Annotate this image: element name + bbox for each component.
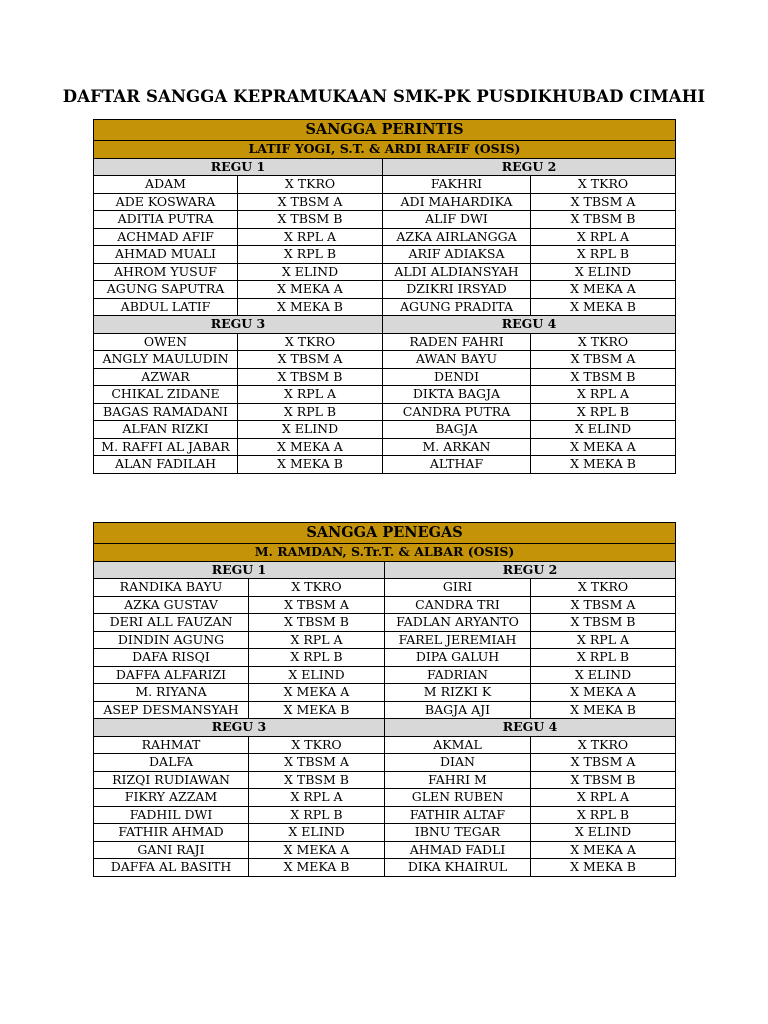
member-name: DAFFA AL BASITH (94, 859, 249, 877)
sangga-leaders: M. RAMDAN, S.Tr.T. & ALBAR (OSIS) (94, 544, 676, 562)
member-class: X TBSM A (531, 754, 676, 772)
member-name: DAFFA ALFARIZI (94, 666, 249, 684)
member-class: X RPL A (531, 228, 676, 246)
member-name: AZWAR (94, 368, 238, 386)
sangga-perintis-table (93, 119, 676, 474)
member-class: X MEKA B (531, 859, 676, 877)
regu-label: REGU 2 (385, 561, 676, 579)
member-name: M. RAFFI AL JABAR (94, 438, 238, 456)
sangga-title: SANGGA PENEGAS (94, 523, 676, 544)
member-class: X TBSM B (531, 368, 676, 386)
member-name: AZKA AIRLANGGA (383, 228, 531, 246)
member-class: X TBSM A (238, 193, 383, 211)
table-row (94, 701, 676, 719)
member-name: FATHIR ALTAF (385, 806, 531, 824)
member-class: X TBSM B (531, 211, 676, 229)
member-name: AGUNG SAPUTRA (94, 281, 238, 299)
member-class: X TBSM A (238, 351, 383, 369)
regu-label: REGU 3 (94, 719, 385, 737)
table-row (94, 859, 676, 877)
member-class: X MEKA B (531, 456, 676, 474)
member-class: X TKRO (249, 736, 385, 754)
table-row (94, 368, 676, 386)
member-class: X TBSM B (238, 368, 383, 386)
member-name: AHROM YUSUF (94, 263, 238, 281)
member-class: X MEKA A (531, 684, 676, 702)
table-row (94, 579, 676, 597)
member-name: BAGJA AJI (385, 701, 531, 719)
member-name: FIKRY AZZAM (94, 789, 249, 807)
member-name: FADRIAN (385, 666, 531, 684)
member-class: X MEKA B (249, 859, 385, 877)
member-name: AZKA GUSTAV (94, 596, 249, 614)
sangga-title-row (94, 523, 676, 544)
table-row (94, 806, 676, 824)
member-name: RADEN FAHRI (383, 333, 531, 351)
member-class: X TKRO (531, 736, 676, 754)
member-class: X RPL A (238, 386, 383, 404)
member-class: X TBSM B (249, 614, 385, 632)
member-class: X TBSM B (531, 771, 676, 789)
table-row (94, 789, 676, 807)
member-name: BAGAS RAMADANI (94, 403, 238, 421)
member-class: X TBSM B (238, 211, 383, 229)
member-name: CHIKAL ZIDANE (94, 386, 238, 404)
regu-header-row (94, 158, 676, 176)
member-name: FAHRI M (385, 771, 531, 789)
member-name: ALDI ALDIANSYAH (383, 263, 531, 281)
table-row (94, 438, 676, 456)
member-name: GANI RAJI (94, 841, 249, 859)
member-class: X ELIND (531, 263, 676, 281)
member-name: RIZQI RUDIAWAN (94, 771, 249, 789)
regu-label: REGU 1 (94, 158, 383, 176)
member-name: DIPA GALUH (385, 649, 531, 667)
member-class: X MEKA B (238, 298, 383, 316)
member-class: X RPL B (238, 246, 383, 264)
member-class: X RPL A (531, 631, 676, 649)
member-class: X MEKA A (238, 281, 383, 299)
member-name: ACHMAD AFIF (94, 228, 238, 246)
member-class: X MEKA B (531, 701, 676, 719)
member-class: X RPL B (531, 806, 676, 824)
member-class: X MEKA B (238, 456, 383, 474)
regu-header-row (94, 719, 676, 737)
member-name: BAGJA (383, 421, 531, 439)
member-class: X ELIND (238, 421, 383, 439)
member-name: RAHMAT (94, 736, 249, 754)
regu-label: REGU 4 (385, 719, 676, 737)
member-class: X TBSM B (531, 614, 676, 632)
member-name: AHMAD FADLI (385, 841, 531, 859)
table-row (94, 211, 676, 229)
member-class: X RPL A (531, 789, 676, 807)
member-class: X TKRO (531, 333, 676, 351)
member-class: X MEKA A (531, 438, 676, 456)
member-class: X TKRO (531, 579, 676, 597)
member-class: X MEKA A (531, 281, 676, 299)
sangga-title: SANGGA PERINTIS (94, 120, 676, 141)
table-row (94, 263, 676, 281)
regu-label: REGU 4 (383, 316, 676, 334)
table-row (94, 298, 676, 316)
member-name: M RIZKI K (385, 684, 531, 702)
member-class: X RPL A (249, 789, 385, 807)
member-name: ADAM (94, 176, 238, 194)
regu-label: REGU 3 (94, 316, 383, 334)
table-row (94, 754, 676, 772)
sangga-leaders: LATIF YOGI, S.T. & ARDI RAFIF (OSIS) (94, 141, 676, 159)
member-name: ARIF ADIAKSA (383, 246, 531, 264)
table-row (94, 351, 676, 369)
member-class: X ELIND (531, 824, 676, 842)
table-row (94, 386, 676, 404)
table-row (94, 281, 676, 299)
member-class: X MEKA A (531, 841, 676, 859)
member-class: X RPL A (531, 386, 676, 404)
member-class: X RPL B (531, 403, 676, 421)
member-name: ALIF DWI (383, 211, 531, 229)
member-class: X RPL A (249, 631, 385, 649)
member-name: FAKHRI (383, 176, 531, 194)
member-class: X ELIND (249, 824, 385, 842)
member-name: FADLAN ARYANTO (385, 614, 531, 632)
regu-label: REGU 1 (94, 561, 385, 579)
member-name: ABDUL LATIF (94, 298, 238, 316)
regu-header-row (94, 561, 676, 579)
member-name: DALFA (94, 754, 249, 772)
member-name: DIKA KHAIRUL (385, 859, 531, 877)
table-row (94, 333, 676, 351)
regu-label: REGU 2 (383, 158, 676, 176)
member-class: X TKRO (249, 579, 385, 597)
member-name: RANDIKA BAYU (94, 579, 249, 597)
table-row (94, 421, 676, 439)
table-row (94, 403, 676, 421)
member-name: CANDRA TRI (385, 596, 531, 614)
member-name: AGUNG PRADITA (383, 298, 531, 316)
member-name: DIKTA BAGJA (383, 386, 531, 404)
sangga-leaders-row (94, 544, 676, 562)
member-class: X RPL B (531, 246, 676, 264)
member-class: X TKRO (238, 176, 383, 194)
member-name: DAFA RISQI (94, 649, 249, 667)
member-class: X MEKA A (238, 438, 383, 456)
sangga-title-row (94, 120, 676, 141)
member-name: IBNU TEGAR (385, 824, 531, 842)
member-class: X RPL B (531, 649, 676, 667)
sangga-leaders-row (94, 141, 676, 159)
table-row (94, 631, 676, 649)
table-row (94, 596, 676, 614)
table-row (94, 193, 676, 211)
member-name: GLEN RUBEN (385, 789, 531, 807)
member-name: ADITIA PUTRA (94, 211, 238, 229)
member-class: X TBSM A (531, 193, 676, 211)
member-class: X TBSM B (249, 771, 385, 789)
member-class: X ELIND (531, 421, 676, 439)
member-name: ALFAN RIZKI (94, 421, 238, 439)
member-name: FAREL JEREMIAH (385, 631, 531, 649)
table-row (94, 228, 676, 246)
member-class: X RPL B (238, 403, 383, 421)
table-row (94, 824, 676, 842)
member-class: X TBSM A (531, 351, 676, 369)
member-class: X TKRO (238, 333, 383, 351)
member-class: X RPL A (238, 228, 383, 246)
member-class: X MEKA A (249, 841, 385, 859)
member-name: AWAN BAYU (383, 351, 531, 369)
member-name: M. RIYANA (94, 684, 249, 702)
member-class: X ELIND (531, 666, 676, 684)
table-row (94, 649, 676, 667)
member-name: DINDIN AGUNG (94, 631, 249, 649)
regu-header-row (94, 316, 676, 334)
table-row (94, 614, 676, 632)
member-name: FATHIR AHMAD (94, 824, 249, 842)
member-name: DERI ALL FAUZAN (94, 614, 249, 632)
member-name: DZIKRI IRSYAD (383, 281, 531, 299)
member-class: X RPL B (249, 806, 385, 824)
table-row (94, 246, 676, 264)
table-row (94, 666, 676, 684)
member-name: M. ARKAN (383, 438, 531, 456)
member-name: CANDRA PUTRA (383, 403, 531, 421)
table-row (94, 456, 676, 474)
table-row (94, 841, 676, 859)
member-class: X TBSM A (531, 596, 676, 614)
member-class: X MEKA B (531, 298, 676, 316)
member-name: FADHIL DWI (94, 806, 249, 824)
member-class: X TBSM A (249, 754, 385, 772)
member-name: ALTHAF (383, 456, 531, 474)
table-row (94, 771, 676, 789)
member-name: OWEN (94, 333, 238, 351)
member-name: GIRI (385, 579, 531, 597)
member-name: ANGLY MAULUDIN (94, 351, 238, 369)
document-title: DAFTAR SANGGA KEPRAMUKAAN SMK-PK PUSDIKHUBAD CIMAHI (62, 87, 706, 106)
member-class: X TKRO (531, 176, 676, 194)
member-name: ASEP DESMANSYAH (94, 701, 249, 719)
table-row (94, 176, 676, 194)
member-class: X MEKA B (249, 701, 385, 719)
sangga-penegas-table (93, 522, 676, 877)
member-class: X RPL B (249, 649, 385, 667)
member-name: DENDI (383, 368, 531, 386)
member-name: ADI MAHARDIKA (383, 193, 531, 211)
member-class: X MEKA A (249, 684, 385, 702)
member-class: X TBSM A (249, 596, 385, 614)
member-class: X ELIND (249, 666, 385, 684)
member-class: X ELIND (238, 263, 383, 281)
member-name: DIAN (385, 754, 531, 772)
member-name: ALAN FADILAH (94, 456, 238, 474)
table-row (94, 736, 676, 754)
table-row (94, 684, 676, 702)
member-name: AHMAD MUALI (94, 246, 238, 264)
member-name: ADE KOSWARA (94, 193, 238, 211)
member-name: AKMAL (385, 736, 531, 754)
